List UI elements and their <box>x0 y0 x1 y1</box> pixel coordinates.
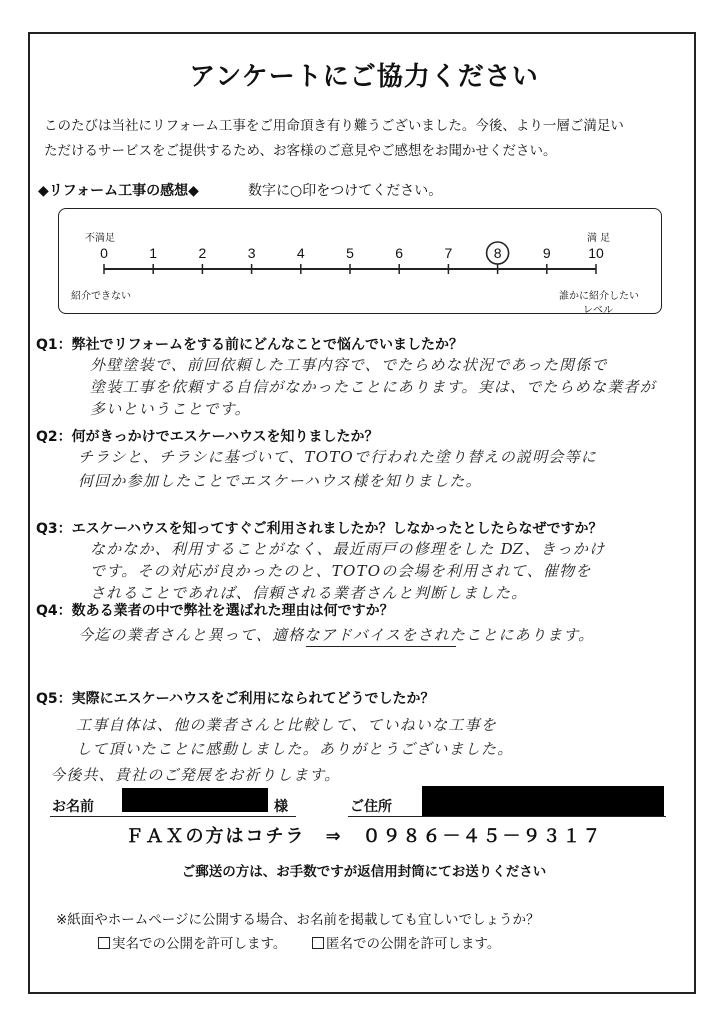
rating-hint: 数字に○印をつけてください。 <box>248 183 443 199</box>
scale-tick-label-9[interactable]: 9 <box>542 245 551 261</box>
scale-tick-label-2[interactable]: 2 <box>198 245 207 261</box>
mail-instructions: ご郵送の方は、お手数ですが返信用封筒にてお送りください <box>181 864 547 880</box>
scale-tick-label-8[interactable]: 8 <box>493 245 502 261</box>
scale-tick-label-1[interactable]: 1 <box>149 245 158 261</box>
rating-label: ◆リフォーム工事の感想◆ <box>38 183 199 199</box>
answer-4-line-1: 今迄の業者さんと異って、適格なアドバイスをされたことにあります。 <box>78 626 595 644</box>
answer-2-line-1: チラシと、チラシに基づいて、TOTOで行われた塗り替えの説明会等に <box>78 448 597 466</box>
scale-right-bottom-label-2: レベル <box>583 305 613 316</box>
scale-axis <box>59 209 663 315</box>
scale-tick-label-10[interactable]: 10 <box>588 245 604 261</box>
question-2: Q2：何がきっかけでエスケーハウスを知りましたか？ <box>36 429 379 445</box>
option-anonymous[interactable] <box>312 932 500 952</box>
scale-right-bottom-label-1: 誰かに紹介したい <box>559 291 639 302</box>
answer-3-line-1: なかなか、利用することがなく、最近雨戸の修理をした Ǳ、きっかけ <box>90 540 606 558</box>
name-underline <box>50 816 296 817</box>
address-underline <box>348 816 666 817</box>
question-1: Q1：弊社でリフォームをする前にどんなことで悩んでいましたか？ <box>36 337 463 353</box>
option-real-name-label: 実名での公開を許可します。 <box>112 936 287 952</box>
answer-1-line-1: 外壁塗装で、前回依頼した工事内容で、でたらめな状況であった関係で <box>90 356 608 374</box>
name-label: お名前 <box>52 799 94 815</box>
scale-tick-label-0[interactable]: 0 <box>100 245 108 261</box>
name-suffix: 様 <box>274 799 288 815</box>
intro-line-2: ただけるサービスをご提供するため、お客様のご意見やご感想をお聞かせください。 <box>44 143 557 159</box>
scale-left-top-label: 不満足 <box>85 233 115 244</box>
publish-note: ※紙面やホームページに公開する場合、お名前を掲載しても宜しいでしょうか？ <box>56 912 540 928</box>
answer-3-line-3: されることであれば、信頼される業者さんと判断しました。 <box>90 584 528 602</box>
question-3: Q3：エスケーハウスを知ってすぐご利用されましたか？しなかったとしたらなぜですか？ <box>36 521 603 537</box>
intro-line-1: このたびは当社にリフォーム工事をご用命頂き有り難うございました。今後、より一層ご満足い <box>44 118 624 134</box>
address-redaction <box>422 786 664 816</box>
scale-tick-label-6[interactable]: 6 <box>395 245 404 261</box>
rating-scale <box>58 208 662 314</box>
address-label: ご住所 <box>350 799 392 815</box>
fax-number: ＦＡＸの方はコチラ ⇒ ０９８６－４５－９３１７ <box>125 826 603 847</box>
answer-1-line-3: 多いということです。 <box>90 400 251 418</box>
answer-1-line-2: 塗装工事を依頼する自信がなかったことにあります。実は、でたらめな業者が <box>90 378 656 396</box>
answer-5-line-2: して頂いたことに感動しました。ありがとうございました。 <box>76 740 514 758</box>
scale-tick-label-4[interactable]: 4 <box>296 245 305 261</box>
name-redaction <box>122 788 268 812</box>
question-5: Q5：実際にエスケーハウスをご利用になられてどうでしたか？ <box>36 691 435 707</box>
answer-5-line-3: 今後共、貴社のご発展をお祈りします。 <box>50 766 341 784</box>
option-anonymous-label: 匿名での公開を許可します。 <box>326 936 501 952</box>
answer-5-line-1: 工事自体は、他の業者さんと比較して、ていねいな工事を <box>76 716 497 734</box>
scale-tick-label-3[interactable]: 3 <box>247 245 256 261</box>
scale-tick-label-5[interactable]: 5 <box>346 245 354 261</box>
answer-3-line-2: です。その対応が良かったのと、TOTOの会場を利用されて、催物を <box>90 562 592 580</box>
answer-4-underline <box>306 646 456 647</box>
intro-text <box>44 114 684 164</box>
answer-2-line-2: 何回か参加したことでエスケーハウス様を知りました。 <box>78 472 482 490</box>
survey-sheet <box>28 32 696 994</box>
checkbox-anonymous[interactable] <box>312 937 324 949</box>
scale-right-top-label: 満 足 <box>587 233 611 244</box>
page-title: アンケートにご協力ください <box>189 62 539 92</box>
scale-left-bottom-label: 紹介できない <box>71 291 131 302</box>
question-4: Q4：数ある業者の中で弊社を選ばれた理由は何ですか？ <box>36 603 394 619</box>
scale-tick-label-7[interactable]: 7 <box>444 245 453 261</box>
checkbox-real-name[interactable] <box>98 937 110 949</box>
option-real-name[interactable] <box>98 932 286 952</box>
